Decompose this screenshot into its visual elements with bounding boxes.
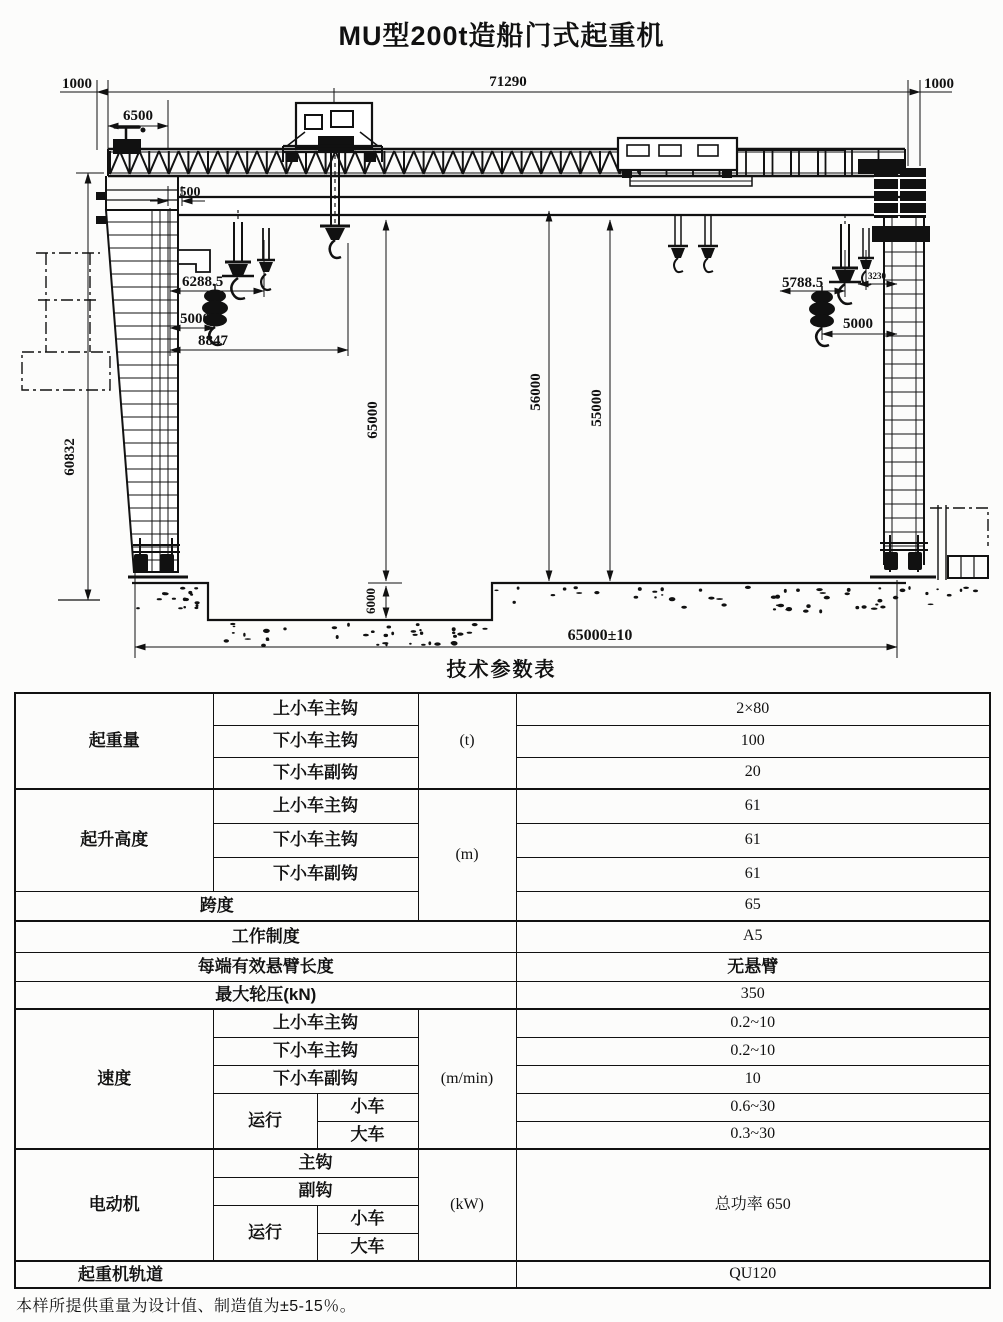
sub-label: 上小车主钩 [213, 789, 418, 823]
hooks [202, 210, 874, 346]
unit-cell: (kW) [418, 1149, 516, 1261]
value-cell: 0.3~30 [516, 1121, 990, 1149]
dim-clear-height: 65000 [365, 401, 381, 439]
lower-trolley-house [618, 138, 845, 186]
dim-lift-lower: 55000 [589, 389, 605, 427]
value-cell: 2×80 [516, 693, 990, 725]
sub-label-travel: 运行 [213, 1205, 317, 1261]
right-bogie [880, 535, 928, 572]
value-cell: 0.2~10 [516, 1037, 990, 1065]
row-label-span: 跨度 [15, 891, 418, 921]
left-reference-building [22, 253, 110, 390]
hook-mid-1 [668, 215, 688, 272]
value-cell: 100 [516, 725, 990, 757]
sub-label: 下小车副钩 [213, 757, 418, 789]
dim-offset: 500 [179, 185, 201, 200]
sub-label: 下小车副钩 [213, 1065, 418, 1093]
dim-pit-depth: 6000 [363, 588, 378, 614]
truss-girder [108, 149, 905, 176]
dim-lift-upper: 56000 [528, 373, 544, 411]
dim-upper-hook-left: 6288.5 [182, 274, 224, 290]
value-cell: 10 [516, 1065, 990, 1093]
end-pulley-trolley [113, 127, 146, 154]
row-label-wheel-load: 最大轮压(kN) [15, 981, 516, 1009]
value-cell: 61 [516, 857, 990, 891]
dim-lower-hook-right: 5000 [843, 316, 873, 332]
sub-label: 副钩 [213, 1177, 418, 1205]
value-cell: 20 [516, 757, 990, 789]
dim-span: 65000±10 [567, 627, 633, 644]
girder-railing [737, 150, 845, 176]
right-leg [872, 168, 988, 580]
dim-overall: 71290 [489, 74, 527, 90]
dim-hook-span-left: 8847 [198, 333, 228, 349]
hook-upper-left-aux [257, 228, 275, 290]
sub-label: 大车 [317, 1233, 418, 1261]
sub-label: 小车 [317, 1093, 418, 1121]
ground-and-pit [58, 577, 978, 647]
row-label-height: 起升高度 [15, 789, 213, 891]
value-cell: 61 [516, 823, 990, 857]
dim-aux-hook-right: 3230 [868, 271, 886, 281]
sub-label: 下小车副钩 [213, 857, 418, 891]
sub-label: 上小车主钩 [213, 1009, 418, 1037]
sub-label: 大车 [317, 1121, 418, 1149]
sub-label: 下小车主钩 [213, 725, 418, 757]
dim-leg-height: 60832 [62, 438, 78, 476]
value-cell: 350 [516, 981, 990, 1009]
sub-label-travel: 运行 [213, 1093, 317, 1149]
value-cell: A5 [516, 921, 990, 952]
value-cell: 61 [516, 789, 990, 823]
row-label-duty: 工作制度 [15, 921, 516, 952]
row-label-rail: 起重机轨道 [15, 1261, 516, 1288]
hook-mid-2 [698, 215, 718, 272]
value-cell: 总功率 650 [516, 1149, 990, 1261]
table-title: 技术参数表 [446, 659, 557, 681]
hook-upper-left-main [222, 210, 254, 299]
value-cell: 65 [516, 891, 990, 921]
value-cell: 无悬臂 [516, 952, 990, 981]
sub-label: 下小车主钩 [213, 823, 418, 857]
value-cell: 0.6~30 [516, 1093, 990, 1121]
dim-lower-hook-left: 5000 [180, 311, 210, 327]
dim-left-end: 1000 [62, 76, 92, 92]
sub-label: 主钩 [213, 1149, 418, 1177]
left-leg [96, 176, 210, 572]
ground-stipple [136, 586, 978, 647]
unit-cell: (t) [418, 693, 516, 789]
row-label-capacity: 起重量 [15, 693, 213, 789]
page-title: MU型200t造船门式起重机 [338, 21, 665, 51]
value-cell: QU120 [516, 1261, 990, 1288]
parameters-table [14, 692, 991, 1289]
dim-end-spacing: 6500 [123, 108, 153, 124]
sub-label: 上小车主钩 [213, 693, 418, 725]
row-label-cantilever: 每端有效悬臂长度 [15, 952, 516, 981]
dim-right-end: 1000 [924, 76, 954, 92]
sub-label: 小车 [317, 1205, 418, 1233]
sub-label: 下小车主钩 [213, 1037, 418, 1065]
value-cell: 0.2~10 [516, 1009, 990, 1037]
footnote: 本样所提供重量为设计值、制造值为±5-15％。 [16, 1298, 357, 1315]
dim-upper-hook-right: 5788.5 [782, 275, 824, 291]
row-label-motor: 电动机 [15, 1149, 213, 1261]
unit-cell: (m/min) [418, 1009, 516, 1149]
unit-cell: (m) [418, 789, 516, 921]
lower-girder [178, 197, 905, 215]
row-label-speed: 速度 [15, 1009, 213, 1149]
